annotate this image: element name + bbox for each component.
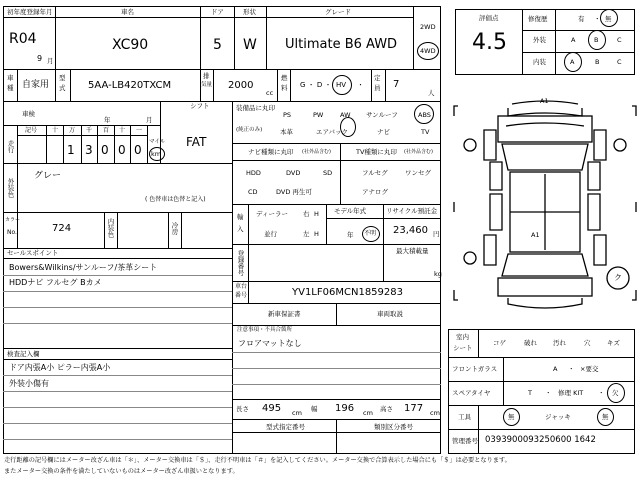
equip-ps: PS [283, 111, 292, 119]
spare-missing: 欠 [612, 389, 619, 397]
tv-type-sub: (社外品含む) [404, 149, 433, 155]
color-no-label-2: No. [7, 229, 17, 236]
mileage-unit-2: 万 [69, 127, 76, 134]
exterior-grade-b: B [594, 36, 599, 44]
mileage-unit-5: 十 [119, 127, 126, 134]
model-label-2: 式 [59, 84, 66, 92]
mileage-unit-3: 千 [86, 127, 93, 134]
import-label-2: 入 [237, 225, 244, 233]
equip-tv: TV [421, 128, 430, 136]
shape-label: 形状 [243, 8, 256, 16]
car-damage-diagram [450, 90, 640, 318]
seat-item-dirt: 汚れ [553, 339, 566, 347]
inspection-year-unit: 年 [104, 116, 111, 124]
reg-number-label: 登録番号 [236, 250, 245, 276]
score-value: 4.5 [472, 30, 507, 55]
notes-label: 注意事項・不具合箇所 [237, 327, 293, 333]
tools-none: 無 [508, 413, 515, 421]
ac-label: 冷房 [170, 222, 179, 235]
length-label: 長さ [236, 405, 249, 413]
fuel-other: ・ [357, 81, 364, 89]
navi-type-sub: (社外品含む) [302, 149, 331, 155]
height-value: 177 [404, 403, 424, 414]
reg-year: R04 [9, 31, 37, 47]
equipment-subtitle: (純正のみ) [236, 127, 263, 133]
shape-value: W [243, 37, 257, 53]
chassis-label: 車台 [235, 283, 248, 290]
footer-line2: またメーター交換の条件を満たしていないものはメーター改ざん車扱いとなります。 [4, 468, 239, 475]
fuel-hv: HV [336, 81, 347, 89]
height-label: 高さ [380, 405, 393, 413]
recycle-label: リサイクル預託金 [386, 207, 438, 215]
navi-dvd-play: DVD 再生可 [276, 188, 312, 196]
tv-type-title: TV種類に丸印 [356, 148, 397, 156]
seat-item-tear: 破れ [524, 339, 537, 347]
color-no-label: カラー [5, 217, 21, 223]
exterior-note: ( 色替車は色替と記入) [145, 196, 206, 203]
spare-repair-kit: 修理 KIT [558, 389, 584, 397]
exterior-label: 外装色 [6, 178, 15, 198]
equip-airbag-circle [340, 117, 356, 137]
interior-grade-label: 内装 [533, 58, 546, 66]
tv-analog: アナログ [362, 188, 388, 196]
notes-text: フロアマットなし [238, 339, 302, 348]
diagram-mark-ku: ク [614, 273, 622, 282]
seat-label: 室内 [456, 333, 469, 341]
doors-value: 5 [213, 37, 222, 53]
equip-navi: ナビ [377, 128, 390, 136]
seat-item-hole: 穴 [584, 339, 591, 347]
capacity-value: 7 [393, 79, 400, 90]
glass-label: フロントガラス [452, 365, 498, 373]
mileage-label: 走行 [6, 140, 15, 153]
equip-airbag: エアバック [316, 128, 348, 136]
mgmt-label: 管理番号 [452, 437, 478, 445]
footer-line1: 走行距離の記号欄にはメーター改ざん車は「＊」、メーター交換車は「＄」、走行不明車は「＃」を記入してください。メーター交換で合算表示した場合にも「＄」は必要となります。 [4, 457, 511, 464]
inspector-line1: ドア内張A小 ピラー内張A小 [9, 363, 111, 372]
model-value: 5AA-LB420TXCM [88, 80, 172, 91]
drive-2wd: 2WD [420, 23, 436, 31]
shift-value: FAT [186, 135, 207, 149]
sales-point-line2: HDDナビ フルセグ Bカメ [9, 278, 102, 287]
glass-replace: ×要交 [580, 365, 599, 373]
length-cm: cm [292, 409, 302, 417]
navi-dvd: DVD [286, 169, 301, 177]
model-no-label: 型式指定番号 [266, 423, 305, 431]
jack-label: ジャッキ [545, 413, 571, 421]
navi-hdd: HDD [246, 169, 261, 177]
seat-label-2: シート [453, 344, 473, 352]
width-value: 196 [335, 403, 355, 414]
glass-a: A [553, 365, 558, 373]
mileage-digit-1: 1 [67, 143, 75, 157]
fuel-label-2: 料 [281, 84, 288, 92]
chassis-label-2: 番号 [235, 292, 248, 299]
exterior-grade-a: A [571, 36, 576, 44]
doors-label: ドア [211, 8, 224, 16]
equip-pw: PW [313, 111, 324, 119]
sales-point-line1: Bowers&Wilkins/サンルーフ/茶革シート [9, 263, 158, 272]
equipment-title: 装備品に丸印 [236, 104, 275, 112]
height-cm: cm [430, 409, 440, 417]
mileage-digit-5: 0 [134, 143, 142, 157]
mileage-digit-4: 0 [118, 143, 126, 157]
displacement-label: 排 [203, 72, 210, 80]
import-left: 左 [303, 230, 310, 238]
class-no-label: 類別区分番号 [374, 423, 413, 431]
glass-sep: ・ [568, 365, 575, 373]
model-year-unit: 年 [347, 231, 354, 239]
navi-cd: CD [248, 188, 258, 196]
car-name: XC90 [112, 37, 149, 53]
mileage-unit-0: 記号 [25, 127, 38, 134]
navi-type-title: ナビ種類に丸印 [248, 148, 294, 156]
max-load-kg: kg [434, 270, 442, 278]
tv-fullseg: フルセグ [362, 169, 388, 177]
exterior-grade-label: 外装 [533, 36, 546, 44]
length-value: 495 [262, 403, 282, 414]
use-label: 車 [7, 74, 14, 82]
equip-leather: 本革 [280, 128, 293, 136]
inspection-month-unit: 月 [146, 116, 153, 124]
reg-year-label: 初年度登録年月 [7, 8, 53, 16]
width-label: 幅 [311, 405, 318, 413]
use-label-2: 種 [7, 84, 14, 92]
spare-label: スペアタイヤ [452, 389, 491, 397]
import-parallel: 並行 [264, 230, 277, 238]
fuel-label: 燃 [281, 74, 288, 82]
navi-sd: SD [323, 169, 333, 177]
chassis-value: YV1LF06MCN1859283 [292, 287, 403, 298]
mileage-unit-1: 十 [52, 127, 59, 134]
car-name-label: 車名 [121, 8, 134, 16]
equip-abs: ABS [418, 111, 431, 119]
mileage-digit-2: 3 [85, 143, 93, 157]
vehicle-manual: 車両取説 [377, 310, 403, 318]
grade-value: Ultimate B6 AWD [285, 37, 398, 52]
import-label: 輸 [237, 213, 244, 221]
equip-sunroof: サンルーフ [366, 111, 398, 119]
spare-sep-2: ・ [598, 389, 605, 397]
model-label: 型 [59, 74, 66, 82]
recycle-amount: 23,460 [393, 225, 428, 236]
tools-label: 工具 [458, 413, 471, 421]
person-unit: 人 [428, 89, 435, 97]
recycle-yen: 円 [433, 230, 440, 238]
exterior-color: グレー [34, 171, 62, 181]
cc-unit: cc [266, 89, 274, 97]
repair-sep: ・ [594, 15, 601, 23]
import-right: 右 [303, 210, 310, 218]
mgmt-value: 0393900093250600 1642 [485, 435, 596, 445]
month-unit: 月 [47, 57, 54, 65]
score-label: 評価点 [479, 14, 499, 22]
spare-t: T [528, 389, 532, 397]
max-load-label: 最大積載量 [396, 247, 429, 255]
reg-month: 9 [37, 54, 43, 63]
displacement-label-2: 気量 [201, 82, 213, 88]
repair-yes: 有 [578, 15, 585, 23]
mile-label: マイル [149, 139, 166, 145]
exterior-grade-c: C [617, 36, 622, 44]
new-car-warranty: 新車保証書 [268, 310, 301, 318]
diagram-mark-a1-door: A1 [531, 231, 540, 239]
seat-item-burn: コゲ [493, 339, 506, 347]
seat-item-scratch: キズ [607, 339, 620, 347]
shift-label: シフト [190, 102, 210, 110]
interior-grade-b: B [595, 58, 600, 66]
km-unit: km [151, 150, 162, 158]
import-h2: H [314, 230, 319, 238]
tv-oneseg: ワンセグ [405, 169, 431, 177]
color-no-value: 724 [52, 223, 72, 234]
import-h1: H [314, 210, 319, 218]
spare-sep-1: ・ [545, 389, 552, 397]
inspector-label: 検査記入欄 [7, 350, 40, 358]
inspector-line2: 外装小傷有 [9, 379, 49, 388]
interior-grade-a: A [570, 58, 575, 66]
capacity-label-2: 員 [374, 84, 381, 92]
displacement-value: 2000 [228, 80, 254, 91]
equip-aw: AW [340, 111, 351, 119]
interior-color-label: 内装色 [106, 218, 115, 238]
mileage-unit-4: 百 [103, 127, 110, 134]
import-dealer: ディーラー [256, 210, 288, 218]
width-cm: cm [363, 409, 373, 417]
grade-label: グレード [325, 8, 351, 16]
repair-label: 修復歴 [528, 15, 548, 23]
model-year-label: モデル年式 [334, 207, 367, 215]
fuel-options: G ・ D ・ [300, 81, 332, 89]
diagram-mark-a1-front: A1 [540, 97, 549, 105]
jack-none: 無 [602, 413, 609, 421]
capacity-label: 定 [374, 74, 381, 82]
model-year-unknown: 不明 [364, 230, 377, 237]
mileage-digit-3: 0 [101, 143, 109, 157]
mileage-unit-6: 一 [136, 127, 143, 134]
repair-no: 無 [605, 15, 612, 23]
inspection-label: 車検 [22, 110, 35, 118]
use-value: 自家用 [22, 80, 50, 90]
interior-grade-c: C [617, 58, 622, 66]
sales-point-label: セールスポイント [7, 249, 59, 257]
drive-4wd: 4WD [420, 47, 436, 55]
